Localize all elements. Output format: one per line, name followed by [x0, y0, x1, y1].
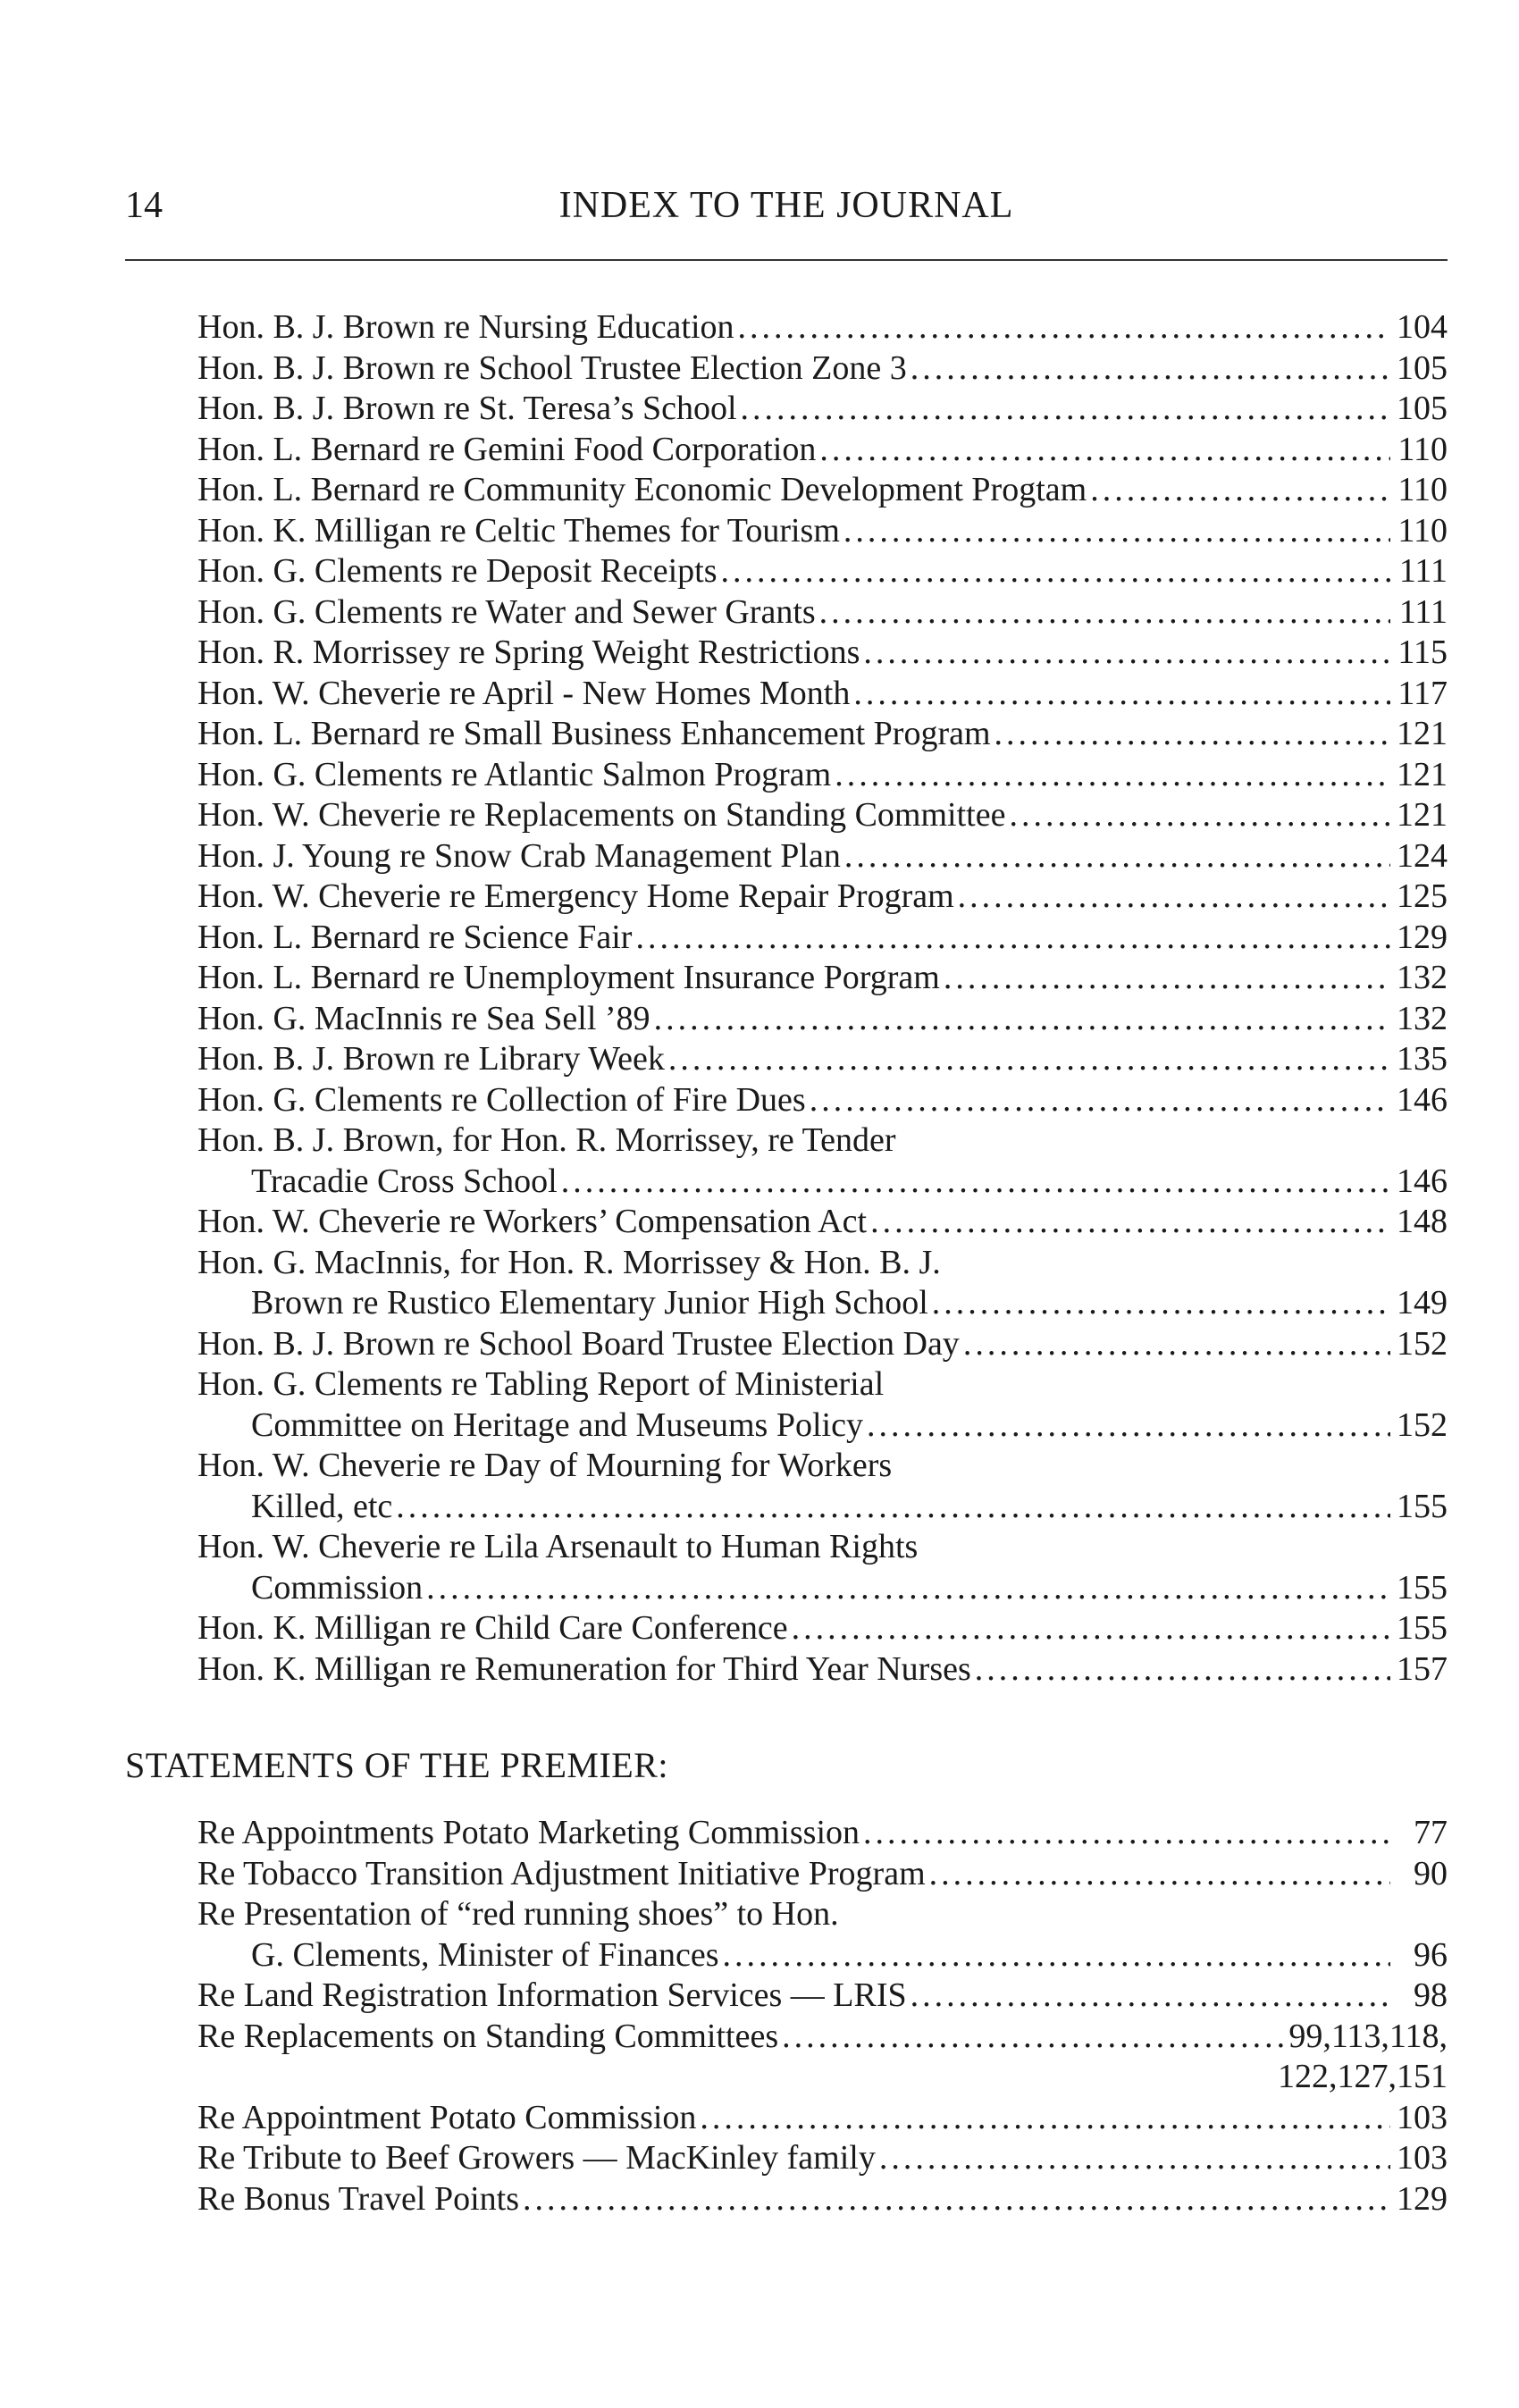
- entry-page-number: 149: [1397, 1284, 1448, 1321]
- entry-page-number: 111: [1398, 592, 1448, 631]
- entry-row: [197, 307, 1448, 348]
- index-entry: [197, 1039, 1448, 1080]
- index-entry: [197, 1854, 1448, 1895]
- index-entry: [197, 1608, 1448, 1649]
- entry-row: [197, 1324, 1448, 1365]
- dot-leader: [944, 958, 1390, 999]
- ministerial-statements-list: [197, 307, 1448, 1690]
- entry-page-number: 77: [1414, 1814, 1448, 1851]
- dot-leader: [426, 1568, 1390, 1609]
- page-header: [125, 179, 1448, 232]
- entry-text: Hon. G. Clements re Water and Sewer Grants: [197, 592, 816, 631]
- dot-leader: [911, 348, 1390, 390]
- entry-page-number: 135: [1397, 1040, 1448, 1078]
- dot-leader: [1090, 470, 1390, 511]
- index-entry: [197, 1202, 1448, 1243]
- dot-leader: [792, 1608, 1390, 1649]
- index-entry: [197, 511, 1448, 552]
- entry-first-line: Hon. G. MacInnis, for Hon. R. Morrissey & Hon. B. J.: [197, 1243, 941, 1281]
- entry-page-number: 132: [1397, 999, 1448, 1037]
- index-entry: [197, 470, 1448, 511]
- entry-text: Hon. K. Milligan re Remuneration for Third Year Nurses: [197, 1649, 971, 1688]
- entry-page-number: 110: [1397, 511, 1448, 550]
- dot-leader: [863, 1813, 1390, 1854]
- entry-page-number: 129: [1397, 918, 1448, 956]
- dot-leader: [700, 2098, 1390, 2139]
- dot-leader: [721, 551, 1390, 592]
- entry-first-line: Re Presentation of “red running shoes” to Hon.: [197, 1895, 839, 1933]
- entry-text: Hon. B. J. Brown re Nursing Education: [197, 308, 734, 346]
- entry-row: [197, 2098, 1448, 2139]
- index-entry: [197, 633, 1448, 674]
- dot-leader: [668, 1039, 1390, 1080]
- index-entry: [197, 958, 1448, 999]
- index-entry: [197, 755, 1448, 796]
- entry-page-number: 155: [1397, 1487, 1448, 1525]
- dot-leader: [863, 633, 1390, 674]
- entry-text: Hon. W. Cheverie re Replacements on Standing Committee: [197, 796, 1006, 834]
- entry-text: Hon. L. Bernard re Community Economic Development Progtam: [197, 471, 1087, 508]
- entry-row: [197, 999, 1448, 1040]
- entry-row: [197, 470, 1448, 511]
- entry-text: Re Tribute to Beef Growers — MacKinley family: [197, 2139, 876, 2177]
- entry-text: Hon. J. Young re Snow Crab Management Plan: [197, 836, 841, 875]
- entry-row: [197, 1649, 1448, 1691]
- entry-row: [197, 511, 1448, 552]
- entry-text: Hon. B. J. Brown re School Trustee Election Zone 3: [197, 348, 907, 387]
- index-entry: [197, 836, 1448, 877]
- entry-page-number: 157: [1397, 1649, 1448, 1688]
- entry-page-number: 132: [1397, 959, 1448, 996]
- index-entry: [197, 348, 1448, 390]
- entry-row: [197, 633, 1448, 674]
- entry-row: [197, 1935, 1448, 1976]
- dot-leader: [958, 877, 1390, 918]
- index-entry: [197, 714, 1448, 755]
- dot-leader: [994, 714, 1390, 755]
- index-entry: [197, 1527, 1448, 1608]
- entry-text: Hon. B. J. Brown re School Board Trustee Election Day: [197, 1324, 960, 1363]
- dot-leader: [396, 1487, 1390, 1528]
- entry-text: G. Clements, Minister of Finances: [251, 1935, 719, 1974]
- entry-page-number: 146: [1397, 1080, 1448, 1119]
- index-entry: [197, 2098, 1448, 2139]
- entry-text: Hon. L. Bernard re Unemployment Insurance Porgram: [197, 959, 940, 996]
- dot-leader: [843, 511, 1390, 552]
- entry-page-number: 110: [1397, 471, 1448, 508]
- entry-row: [197, 714, 1448, 755]
- index-entry: [197, 1243, 1448, 1324]
- dot-leader: [975, 1649, 1390, 1691]
- entry-page-number: 124: [1397, 836, 1448, 875]
- entry-text: Commission: [251, 1568, 424, 1607]
- dot-leader: [782, 2017, 1285, 2058]
- index-entry: [197, 1364, 1448, 1446]
- index-entry: [197, 1120, 1448, 1202]
- dot-leader: [722, 1935, 1390, 1976]
- entry-row: [197, 389, 1448, 430]
- dot-leader: [738, 307, 1390, 348]
- entry-text: Hon. L. Bernard re Small Business Enhancement Program: [197, 715, 991, 752]
- entry-row: [197, 1080, 1448, 1121]
- header-rule: [125, 259, 1448, 261]
- entry-text: Re Appointment Potato Commission: [197, 2098, 697, 2136]
- entry-row: [197, 551, 1448, 592]
- entry-row: [197, 592, 1448, 633]
- entry-page-number: 121: [1397, 755, 1448, 793]
- index-entry: [197, 795, 1448, 836]
- entry-page-number: 105: [1397, 390, 1448, 427]
- entry-text: Re Bonus Travel Points: [197, 2179, 520, 2218]
- index-entry: [197, 389, 1448, 430]
- entry-page-number: 152: [1397, 1405, 1448, 1444]
- entry-text: Brown re Rustico Elementary Junior High School: [251, 1284, 928, 1321]
- entry-first-line: Hon. W. Cheverie re Lila Arsenault to Human Rights: [197, 1528, 919, 1565]
- entry-row: [197, 1283, 1448, 1324]
- entry-row: [197, 795, 1448, 836]
- dot-leader: [819, 430, 1390, 471]
- entry-page-number: 125: [1397, 877, 1448, 915]
- dot-leader: [911, 1976, 1390, 2017]
- dot-leader: [810, 1080, 1390, 1121]
- index-content: [125, 307, 1448, 2219]
- entry-page-number: 111: [1398, 552, 1448, 590]
- entry-page-number: 98: [1414, 1976, 1448, 2014]
- dot-leader: [870, 1202, 1390, 1243]
- entry-page-number: 90: [1414, 1854, 1448, 1892]
- index-entry: [197, 1446, 1448, 1527]
- entry-page-number: 121: [1397, 715, 1448, 752]
- entry-page-number: 117: [1397, 674, 1448, 712]
- index-entry: [197, 1080, 1448, 1121]
- entry-text: Hon. G. Clements re Deposit Receipts: [197, 552, 718, 590]
- dot-leader: [929, 1854, 1390, 1895]
- entry-text: Tracadie Cross School: [251, 1162, 558, 1200]
- entry-row: [197, 1608, 1448, 1649]
- dot-leader: [853, 674, 1390, 715]
- entry-text: Hon. R. Morrissey re Spring Weight Restrictions: [197, 633, 860, 671]
- entry-row: [197, 2017, 1448, 2058]
- dot-leader: [561, 1162, 1390, 1203]
- entry-row: [197, 877, 1448, 918]
- running-title: INDEX TO THE JOURNAL: [558, 185, 1014, 226]
- entry-text: Hon. G. MacInnis re Sea Sell ’89: [197, 999, 650, 1037]
- index-entry: [197, 307, 1448, 348]
- entry-row: [197, 348, 1448, 390]
- entry-row: [197, 1487, 1448, 1528]
- dot-leader: [844, 836, 1390, 877]
- entry-page-number: 110: [1397, 430, 1448, 468]
- entry-page-continuation: 122,127,151: [1278, 2058, 1448, 2095]
- entry-page-number: 155: [1397, 1609, 1448, 1647]
- entry-text: Killed, etc: [251, 1487, 393, 1525]
- index-entry: [197, 1976, 1448, 2017]
- dot-leader: [819, 592, 1390, 633]
- entry-page-number: 121: [1397, 796, 1448, 834]
- entry-first-line: Hon. B. J. Brown, for Hon. R. Morrissey, re Tender: [197, 1121, 896, 1159]
- entry-first-line: Hon. W. Cheverie re Day of Mourning for Workers: [197, 1447, 893, 1484]
- entry-text: Re Tobacco Transition Adjustment Initiative Program: [197, 1854, 926, 1892]
- entry-text: Hon. W. Cheverie re April - New Homes Month: [197, 674, 851, 712]
- entry-text: Hon. B. J. Brown re Library Week: [197, 1040, 665, 1078]
- index-entry: [197, 551, 1448, 592]
- entry-row: [197, 836, 1448, 877]
- entry-page-number: 129: [1397, 2179, 1448, 2218]
- dot-leader: [1009, 795, 1390, 836]
- dot-leader: [879, 2138, 1390, 2179]
- index-entry: [197, 918, 1448, 959]
- entry-page-number: 104: [1397, 308, 1448, 346]
- entry-page-number: 105: [1397, 348, 1448, 387]
- index-entry: [197, 430, 1448, 471]
- entry-text: Re Appointments Potato Marketing Commission: [197, 1814, 860, 1851]
- entry-text: Committee on Heritage and Museums Policy: [251, 1405, 863, 1444]
- index-entry: [197, 1324, 1448, 1365]
- index-entry: [197, 2138, 1448, 2179]
- index-entry: [197, 999, 1448, 1040]
- entry-text: Hon. G. Clements re Collection of Fire Dues: [197, 1080, 806, 1119]
- entry-first-line: Hon. G. Clements re Tabling Report of Ministerial: [197, 1365, 885, 1403]
- premier-statements-list: [197, 1813, 1448, 2219]
- entry-row: [197, 430, 1448, 471]
- entry-page-number: 115: [1397, 633, 1448, 671]
- entry-text: Hon. K. Milligan re Celtic Themes for Tourism: [197, 511, 840, 550]
- index-entry: [197, 877, 1448, 918]
- index-entry: [197, 1649, 1448, 1691]
- entry-row: [197, 958, 1448, 999]
- dot-leader: [963, 1324, 1390, 1365]
- dot-leader: [523, 2179, 1390, 2220]
- entry-text: Hon. W. Cheverie re Emergency Home Repair Program: [197, 877, 954, 915]
- entry-page-number: 148: [1397, 1203, 1448, 1240]
- entry-row: [197, 1405, 1448, 1447]
- entry-text: Hon. B. J. Brown re St. Teresa’s School: [197, 390, 737, 427]
- dot-leader: [741, 389, 1390, 430]
- entry-page-number: 103: [1397, 2098, 1448, 2136]
- entry-row: [197, 2179, 1448, 2220]
- entry-page-number: 103: [1397, 2139, 1448, 2177]
- dot-leader: [835, 755, 1390, 796]
- entry-text: Hon. L. Bernard re Science Fair: [197, 918, 633, 956]
- entry-text: Hon. K. Milligan re Child Care Conference: [197, 1609, 788, 1647]
- entry-row: [197, 674, 1448, 715]
- entry-text: Hon. W. Cheverie re Workers’ Compensation Act: [197, 1203, 868, 1240]
- entry-page-number: 155: [1397, 1568, 1448, 1607]
- entry-row: [197, 1039, 1448, 1080]
- entry-row: [197, 1162, 1448, 1203]
- entry-row: [197, 755, 1448, 796]
- entry-row: [197, 2138, 1448, 2179]
- index-entry: [197, 2017, 1448, 2098]
- dot-leader: [932, 1283, 1390, 1324]
- entry-text: Re Replacements on Standing Committees: [197, 2017, 779, 2055]
- entry-text: Hon. G. Clements re Atlantic Salmon Program: [197, 755, 832, 793]
- entry-text: Hon. L. Bernard re Gemini Food Corporation: [197, 430, 817, 468]
- entry-row: [197, 1976, 1448, 2017]
- entry-page-number: 96: [1414, 1935, 1448, 1974]
- dot-leader: [635, 918, 1390, 959]
- entry-row: [197, 1568, 1448, 1609]
- page-number: 14: [125, 185, 163, 226]
- dot-leader: [867, 1405, 1390, 1447]
- entry-row: [197, 1202, 1448, 1243]
- entry-page-number: 99,113,118,: [1288, 2017, 1448, 2055]
- index-entry: [197, 592, 1448, 633]
- index-entry: [197, 1813, 1448, 1854]
- entry-row: [197, 1813, 1448, 1854]
- entry-text: Re Land Registration Information Services — LRIS: [197, 1976, 907, 2014]
- entry-page-number: 152: [1397, 1324, 1448, 1363]
- index-entry: [197, 674, 1448, 715]
- entry-page-number: 146: [1397, 1162, 1448, 1200]
- entry-row: [197, 918, 1448, 959]
- entry-row: [197, 1854, 1448, 1895]
- index-entry: [197, 1894, 1448, 1976]
- dot-leader: [654, 999, 1390, 1040]
- index-entry: [197, 2179, 1448, 2220]
- section-heading-premier: STATEMENTS OF THE PREMIER:: [125, 1745, 668, 1785]
